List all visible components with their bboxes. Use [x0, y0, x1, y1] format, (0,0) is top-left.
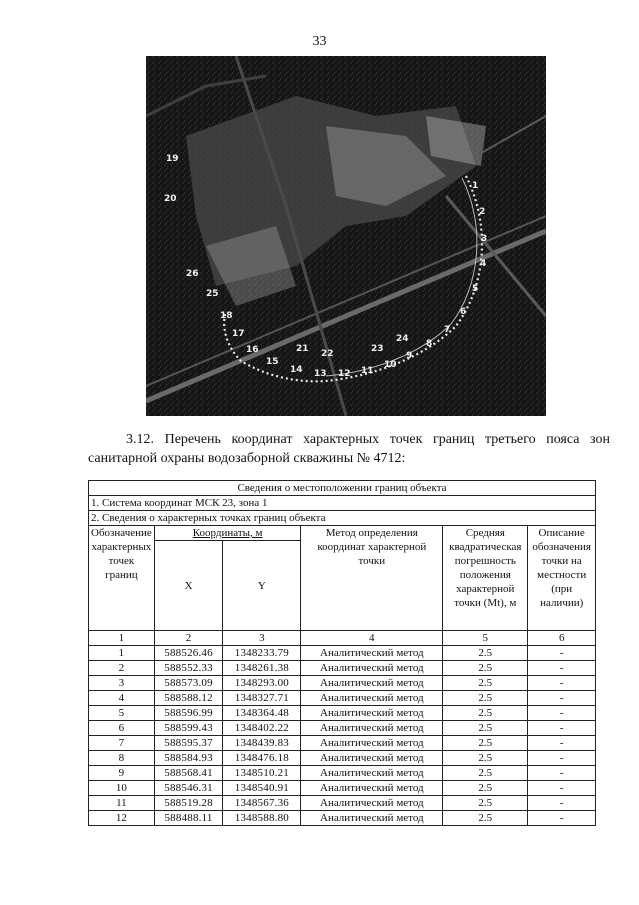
error-cell: 2.5 — [443, 706, 528, 721]
point-number: 9 — [89, 766, 155, 781]
y-coordinate: 1348567.36 — [223, 796, 301, 811]
y-coordinate: 1348402.22 — [223, 721, 301, 736]
map-point-label: 9 — [406, 351, 413, 361]
description-cell: - — [528, 766, 596, 781]
table-row — [89, 661, 596, 676]
map-point-label: 20 — [164, 194, 177, 204]
point-number: 1 — [89, 646, 155, 661]
method-cell: Аналитический метод — [301, 736, 443, 751]
map-point-label: 13 — [314, 369, 327, 379]
description-cell: - — [528, 691, 596, 706]
y-coordinate: 1348476.18 — [223, 751, 301, 766]
table-row — [89, 706, 596, 721]
table-section-1: 1. Система координат МСК 23, зона 1 — [89, 496, 596, 511]
y-coordinate: 1348540.91 — [223, 781, 301, 796]
table-title: Сведения о местоположении границ объекта — [89, 481, 596, 496]
header-point: Обозначение характерных точек границ — [89, 526, 155, 631]
description-cell: - — [528, 736, 596, 751]
error-cell: 2.5 — [443, 766, 528, 781]
map-point-label: 18 — [220, 311, 233, 321]
point-number: 5 — [89, 706, 155, 721]
x-coordinate: 588595.37 — [154, 736, 223, 751]
point-number: 8 — [89, 751, 155, 766]
section-heading — [88, 430, 610, 468]
table-row — [89, 811, 596, 826]
x-coordinate: 588552.33 — [154, 661, 223, 676]
heading-line-2: санитарной охраны водозаборной скважины № 4712: — [88, 451, 406, 466]
point-number: 7 — [89, 736, 155, 751]
method-cell: Аналитический метод — [301, 751, 443, 766]
map-point-label: 2 — [479, 207, 486, 217]
satellite-map-image — [146, 56, 546, 416]
header-x: X — [154, 541, 223, 631]
x-coordinate: 588596.99 — [154, 706, 223, 721]
method-cell: Аналитический метод — [301, 766, 443, 781]
map-point-label: 11 — [361, 366, 374, 376]
table-section-2: 2. Сведения о характерных точках границ объекта — [89, 511, 596, 526]
y-coordinate: 1348364.48 — [223, 706, 301, 721]
column-number: 6 — [528, 631, 596, 646]
header-description: Описание обозначения точки на местности (при наличии) — [528, 526, 596, 631]
table-row — [89, 736, 596, 751]
x-coordinate: 588573.09 — [154, 676, 223, 691]
error-cell: 2.5 — [443, 646, 528, 661]
error-cell: 2.5 — [443, 661, 528, 676]
point-number: 11 — [89, 796, 155, 811]
description-cell: - — [528, 751, 596, 766]
x-coordinate: 588584.93 — [154, 751, 223, 766]
method-cell: Аналитический метод — [301, 811, 443, 826]
column-number: 5 — [443, 631, 528, 646]
y-coordinate: 1348510.21 — [223, 766, 301, 781]
heading-line-1: 3.12. Перечень координат характерных точек границ третьего пояса зон — [126, 432, 610, 447]
header-method: Метод определения координат характерной точки — [301, 526, 443, 631]
y-coordinate: 1348261.38 — [223, 661, 301, 676]
map-point-label: 24 — [396, 334, 409, 344]
table-row — [89, 721, 596, 736]
map-point-label: 21 — [296, 344, 309, 354]
map-point-label: 6 — [460, 307, 467, 317]
description-cell: - — [528, 811, 596, 826]
header-error: Средняя квадратическая погрешность положения характерной точки (Mt), м — [443, 526, 528, 631]
map-point-label: 22 — [321, 349, 334, 359]
map-point-label: 25 — [206, 289, 219, 299]
y-coordinate: 1348293.00 — [223, 676, 301, 691]
y-coordinate: 1348327.71 — [223, 691, 301, 706]
table-row — [89, 766, 596, 781]
table-row — [89, 646, 596, 661]
table-row — [89, 691, 596, 706]
table-row — [89, 781, 596, 796]
map-point-label: 17 — [232, 329, 245, 339]
y-coordinate: 1348588.80 — [223, 811, 301, 826]
method-cell: Аналитический метод — [301, 691, 443, 706]
method-cell: Аналитический метод — [301, 661, 443, 676]
x-coordinate: 588599.43 — [154, 721, 223, 736]
column-number: 3 — [223, 631, 301, 646]
description-cell: - — [528, 706, 596, 721]
map-point-label: 12 — [338, 369, 351, 379]
error-cell: 2.5 — [443, 751, 528, 766]
error-cell: 2.5 — [443, 676, 528, 691]
column-number: 4 — [301, 631, 443, 646]
map-point-label: 4 — [480, 259, 487, 269]
x-coordinate: 588488.11 — [154, 811, 223, 826]
y-coordinate: 1348233.79 — [223, 646, 301, 661]
table-row — [89, 751, 596, 766]
point-number: 10 — [89, 781, 155, 796]
map-point-label: 14 — [290, 365, 303, 375]
x-coordinate: 588546.31 — [154, 781, 223, 796]
point-number: 6 — [89, 721, 155, 736]
description-cell: - — [528, 646, 596, 661]
column-number: 1 — [89, 631, 155, 646]
map-point-label: 26 — [186, 269, 199, 279]
y-coordinate: 1348439.83 — [223, 736, 301, 751]
page-number: 33 — [312, 34, 327, 49]
method-cell: Аналитический метод — [301, 706, 443, 721]
table-row — [89, 796, 596, 811]
method-cell: Аналитический метод — [301, 796, 443, 811]
error-cell: 2.5 — [443, 691, 528, 706]
description-cell: - — [528, 721, 596, 736]
method-cell: Аналитический метод — [301, 781, 443, 796]
error-cell: 2.5 — [443, 721, 528, 736]
error-cell: 2.5 — [443, 781, 528, 796]
point-number: 4 — [89, 691, 155, 706]
point-number: 3 — [89, 676, 155, 691]
header-y: Y — [223, 541, 301, 631]
map-point-label: 10 — [384, 360, 397, 370]
coordinates-table — [88, 480, 596, 826]
map-point-label: 16 — [246, 345, 259, 355]
description-cell: - — [528, 676, 596, 691]
description-cell: - — [528, 796, 596, 811]
point-number: 12 — [89, 811, 155, 826]
header-coords: Координаты, м — [154, 526, 301, 541]
description-cell: - — [528, 661, 596, 676]
map-point-label: 23 — [371, 344, 384, 354]
error-cell: 2.5 — [443, 796, 528, 811]
table-row — [89, 676, 596, 691]
map-point-label: 1 — [472, 181, 479, 191]
error-cell: 2.5 — [443, 736, 528, 751]
map-point-label: 7 — [444, 325, 451, 335]
x-coordinate: 588526.46 — [154, 646, 223, 661]
method-cell: Аналитический метод — [301, 721, 443, 736]
x-coordinate: 588568.41 — [154, 766, 223, 781]
method-cell: Аналитический метод — [301, 676, 443, 691]
map-point-label: 8 — [426, 339, 433, 349]
method-cell: Аналитический метод — [301, 646, 443, 661]
column-number: 2 — [154, 631, 223, 646]
map-point-label: 15 — [266, 357, 279, 367]
map-point-label: 19 — [166, 154, 179, 164]
error-cell: 2.5 — [443, 811, 528, 826]
point-number: 2 — [89, 661, 155, 676]
x-coordinate: 588588.12 — [154, 691, 223, 706]
description-cell: - — [528, 781, 596, 796]
map-point-label: 5 — [472, 284, 479, 294]
map-point-label: 3 — [481, 234, 488, 244]
x-coordinate: 588519.28 — [154, 796, 223, 811]
